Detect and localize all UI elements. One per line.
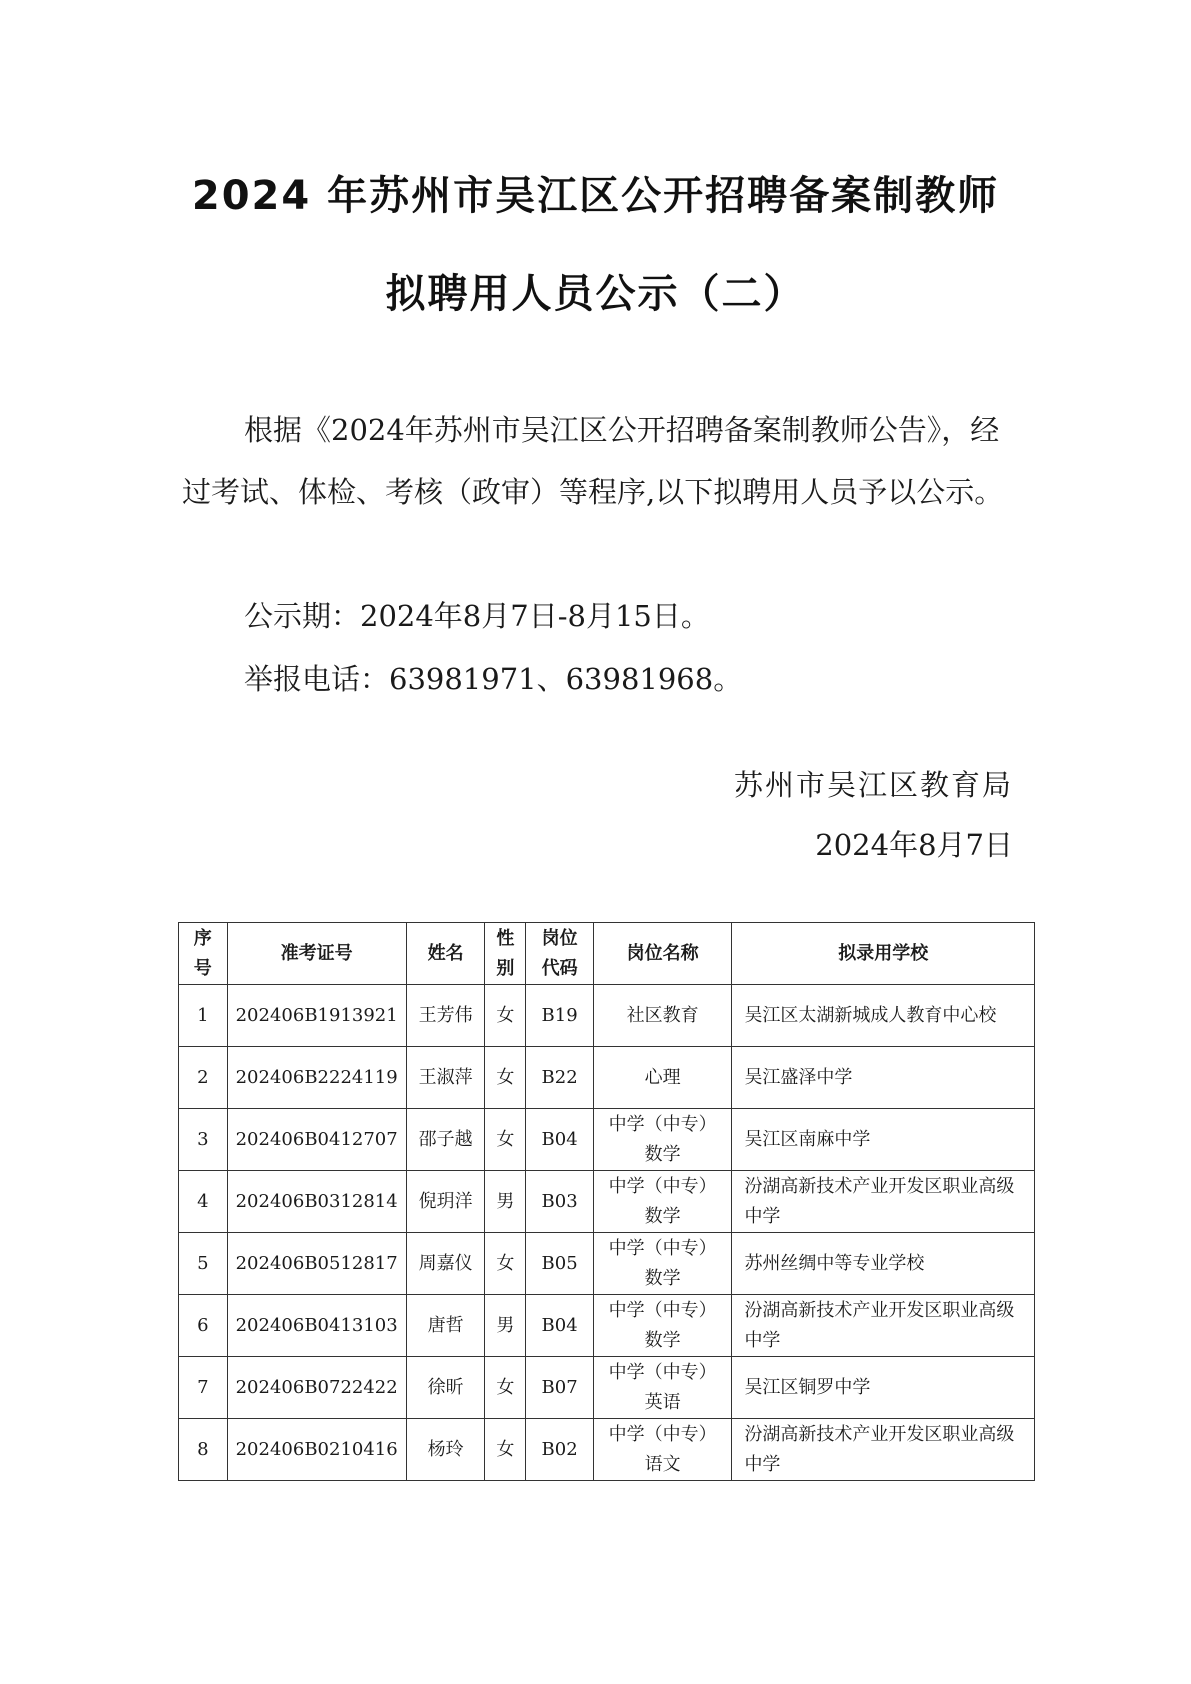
cell-post-name bbox=[593, 1419, 732, 1481]
publicity-period bbox=[182, 585, 1012, 647]
report-hotline-text: 举报电话：63981971、63981968。 bbox=[244, 662, 743, 696]
header-name: 姓名 bbox=[406, 923, 485, 985]
cell-name: 杨玲 bbox=[406, 1419, 485, 1481]
cell-gender: 女 bbox=[485, 1047, 526, 1109]
cell-post-code: B07 bbox=[526, 1357, 594, 1419]
table-row bbox=[179, 1047, 1035, 1109]
cell-gender: 女 bbox=[485, 1233, 526, 1295]
cell-post-code: B04 bbox=[526, 1109, 594, 1171]
cell-no: 4 bbox=[179, 1171, 228, 1233]
issue-date: 2024年8月7日 bbox=[815, 828, 1013, 862]
cell-gender: 男 bbox=[485, 1295, 526, 1357]
cell-name: 邵子越 bbox=[406, 1109, 485, 1171]
post-name-line-1: 中学（中专） bbox=[608, 1237, 717, 1259]
header-post-code bbox=[526, 923, 594, 985]
table-row bbox=[179, 985, 1035, 1047]
cell-post-code: B19 bbox=[526, 985, 594, 1047]
cell-exam-id: 202406B0312814 bbox=[227, 1171, 406, 1233]
table-row bbox=[179, 1171, 1035, 1233]
post-name-line-1: 中学（中专） bbox=[608, 1361, 717, 1383]
cell-name: 倪玥洋 bbox=[406, 1171, 485, 1233]
cell-school: 汾湖高新技术产业开发区职业高级中学 bbox=[732, 1295, 1035, 1357]
post-name-line-2: 英语 bbox=[644, 1391, 681, 1413]
cell-post-name bbox=[593, 1295, 732, 1357]
cell-gender: 女 bbox=[485, 985, 526, 1047]
header-gender bbox=[485, 923, 526, 985]
cell-school: 吴江区南麻中学 bbox=[732, 1109, 1035, 1171]
cell-exam-id: 202406B2224119 bbox=[227, 1047, 406, 1109]
table-row bbox=[179, 1233, 1035, 1295]
header-gender-line-1: 性 bbox=[496, 927, 515, 949]
cell-no: 5 bbox=[179, 1233, 228, 1295]
cell-no: 2 bbox=[179, 1047, 228, 1109]
cell-name: 徐昕 bbox=[406, 1357, 485, 1419]
header-no-line-2: 号 bbox=[193, 957, 212, 979]
cell-post-name bbox=[593, 1233, 732, 1295]
candidate-table bbox=[178, 922, 1035, 1481]
intro-text: 根据《2024年苏州市吴江区公开招聘备案制教师公告》，经过考试、体检、考核（政审）等程序,以下拟聘用人员予以公示。 bbox=[182, 413, 1004, 509]
cell-school: 汾湖高新技术产业开发区职业高级中学 bbox=[732, 1171, 1035, 1233]
cell-no: 8 bbox=[179, 1419, 228, 1481]
post-name-line-1: 中学（中专） bbox=[608, 1423, 717, 1445]
header-no bbox=[179, 923, 228, 985]
cell-post-code: B02 bbox=[526, 1419, 594, 1481]
cell-post-name bbox=[593, 1171, 732, 1233]
cell-name: 王淑萍 bbox=[406, 1047, 485, 1109]
document-title-line-2: 拟聘用人员公示（二） bbox=[385, 271, 806, 317]
cell-post-name bbox=[593, 1109, 732, 1171]
header-school: 拟录用学校 bbox=[732, 923, 1035, 985]
cell-post-code: B03 bbox=[526, 1171, 594, 1233]
publicity-period-text: 公示期：2024年8月7日-8月15日。 bbox=[244, 599, 710, 633]
cell-no: 1 bbox=[179, 985, 228, 1047]
header-post-name: 岗位名称 bbox=[593, 923, 732, 985]
table-header-row bbox=[179, 923, 1035, 985]
cell-name: 王芳伟 bbox=[406, 985, 485, 1047]
table-row bbox=[179, 1357, 1035, 1419]
cell-exam-id: 202406B0413103 bbox=[227, 1295, 406, 1357]
table-row bbox=[179, 1419, 1035, 1481]
cell-school: 吴江区铜罗中学 bbox=[732, 1357, 1035, 1419]
intro-paragraph bbox=[182, 399, 1012, 523]
post-name-line-1: 社区教育 bbox=[626, 1004, 699, 1026]
cell-gender: 女 bbox=[485, 1419, 526, 1481]
post-name-line-2: 语文 bbox=[644, 1453, 681, 1475]
cell-post-name bbox=[593, 1047, 732, 1109]
cell-exam-id: 202406B1913921 bbox=[227, 985, 406, 1047]
table-row bbox=[179, 1109, 1035, 1171]
cell-gender: 男 bbox=[485, 1171, 526, 1233]
post-name-line-2: 数学 bbox=[644, 1329, 681, 1351]
cell-exam-id: 202406B0512817 bbox=[227, 1233, 406, 1295]
post-name-line-1: 中学（中专） bbox=[608, 1299, 717, 1321]
cell-school: 苏州丝绸中等专业学校 bbox=[732, 1233, 1035, 1295]
header-gender-line-2: 别 bbox=[496, 957, 515, 979]
cell-post-name bbox=[593, 1357, 732, 1419]
cell-post-code: B05 bbox=[526, 1233, 594, 1295]
cell-exam-id: 202406B0210416 bbox=[227, 1419, 406, 1481]
cell-exam-id: 202406B0412707 bbox=[227, 1109, 406, 1171]
cell-no: 7 bbox=[179, 1357, 228, 1419]
cell-no: 3 bbox=[179, 1109, 228, 1171]
cell-gender: 女 bbox=[485, 1109, 526, 1171]
cell-school: 吴江盛泽中学 bbox=[732, 1047, 1035, 1109]
header-no-line-1: 序 bbox=[193, 927, 212, 949]
post-name-line-2: 数学 bbox=[644, 1267, 681, 1289]
post-name-line-1: 中学（中专） bbox=[608, 1175, 717, 1197]
issuing-organization: 苏州市吴江区教育局 bbox=[733, 768, 1013, 802]
table-row bbox=[179, 1295, 1035, 1357]
header-code-line-1: 岗位 bbox=[541, 927, 578, 949]
report-hotline bbox=[182, 648, 1012, 710]
post-name-line-1: 中学（中专） bbox=[608, 1113, 717, 1135]
cell-post-code: B22 bbox=[526, 1047, 594, 1109]
cell-gender: 女 bbox=[485, 1357, 526, 1419]
cell-no: 6 bbox=[179, 1295, 228, 1357]
cell-school: 吴江区太湖新城成人教育中心校 bbox=[732, 985, 1035, 1047]
cell-name: 唐哲 bbox=[406, 1295, 485, 1357]
cell-post-code: B04 bbox=[526, 1295, 594, 1357]
cell-exam-id: 202406B0722422 bbox=[227, 1357, 406, 1419]
cell-post-name bbox=[593, 985, 732, 1047]
document-title-line-1: 2024 年苏州市吴江区公开招聘备案制教师 bbox=[191, 173, 1000, 219]
post-name-line-2: 数学 bbox=[644, 1205, 681, 1227]
post-name-line-1: 心理 bbox=[644, 1066, 681, 1088]
header-code-line-2: 代码 bbox=[541, 957, 578, 979]
post-name-line-2: 数学 bbox=[644, 1143, 681, 1165]
cell-name: 周嘉仪 bbox=[406, 1233, 485, 1295]
header-exam-id: 准考证号 bbox=[227, 923, 406, 985]
cell-school: 汾湖高新技术产业开发区职业高级中学 bbox=[732, 1419, 1035, 1481]
